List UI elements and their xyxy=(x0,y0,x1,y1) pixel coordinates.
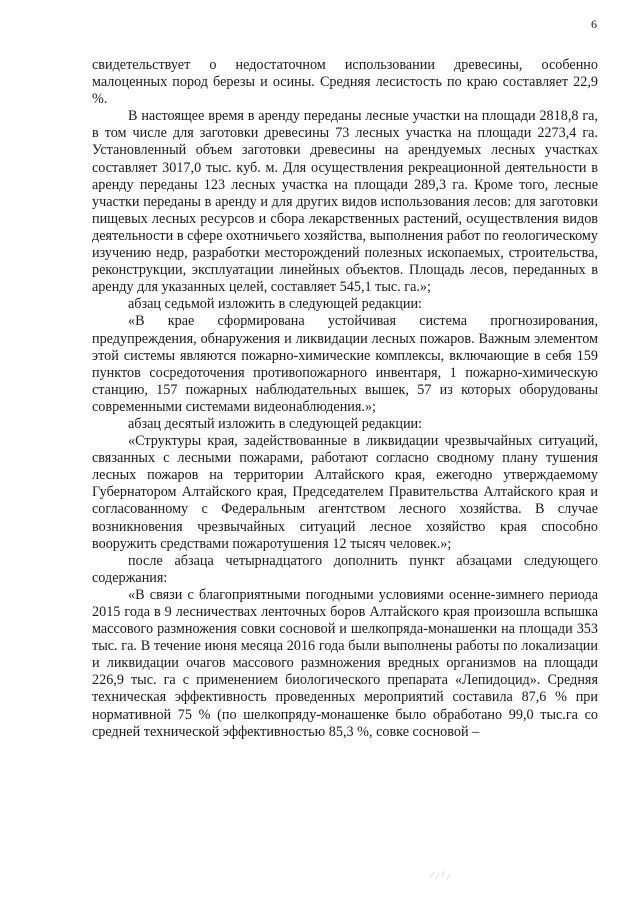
paragraph-instruction-abzac-7: абзац седьмой изложить в следующей редакции: xyxy=(128,296,423,313)
paragraph-lesistost: свидетельствует о недостаточном использовании древесины, особенно малоценных пород березы и осины. Средняя лесистость по краю составляет 22,9 %. xyxy=(92,57,598,108)
paragraph-arenda: В настоящее время в аренду переданы лесные участки на площади 2818,8 га, в том числе для заготовки древесины 73 лесных участка на площади 2273,4 га. Установленный объем заготовки древесины на арендуемых лесных участках составляет 3017,0 тыс. куб. м. Для осуществления рекреационной деятельности в аренду переданы 123 лесных участка на площади 289,3 га. Кроме того, лесные участки переданы в аренду и для других видов использования лесов: для заготовки пищевых лесных ресурсов и сбора лекарственных растений, осуществления видов деятельности в сфере охотничьего хозяйства, выполнения работ по геологическому изучению недр, разработки месторождений полезных ископаемых, строительства, реконструкции, эксплуатации линейных объектов. Площадь лесов, переданных в аренду для указанных целей, составляет 545,1 тыс. га.»; xyxy=(92,108,598,296)
paragraph-pozharnaya-sistema: «В крае сформирована устойчивая система прогнозирования, предупреждения, обнаружения и ликвидации лесных пожаров. Важным элементом этой системы являются пожарно-химические комплексы, включающие в себя 159 пунктов сосредоточения противопожарного инвентаря, 1 пожарно-химическую станцию, 157 пожарных наблюдательных вышек, 57 из которых оборудованы современными системами видеонаблюдения.»; xyxy=(92,313,598,415)
page-number: 6 xyxy=(591,17,597,31)
paragraph-vspyshka-vreditelej: «В связи с благоприятными погодными условиями осенне-зимнего периода 2015 года в 9 лесничествах ленточных боров Алтайского края произошла вспышка массового размножения совки сосновой и шелкопряда-монашенки на площади 353 тыс. га. В течение июня месяца 2016 года были выполнены работы по локализации и ликвидации очагов массового размножения вредных организмов на площади 226,9 тыс. га с применением биологического препарата «Лепидоцид». Средняя техническая эффективность проведенных мероприятий составила 87,6 % при нормативной 75 % (по шелкопряду-монашенке было обработано 99,0 тыс.га со средней технической эффективностью 85,3 %, совке сосновой – xyxy=(92,586,598,740)
paragraph-instruction-abzac-14: после абзаца четырнадцатого дополнить пункт абзацами следующего содержания: xyxy=(92,552,598,586)
paragraph-instruction-abzac-10: абзац десятый изложить в следующей редакции: xyxy=(128,415,423,432)
document-body xyxy=(92,57,598,741)
scan-smudge-mark xyxy=(428,868,456,882)
paragraph-struktury-kraya: «Структуры края, задействованные в ликвидации чрезвычайных ситуаций, связанных с лесными пожарами, работают согласно сводному плану тушения лесных пожаров на территории Алтайского края, ежегодно утверждаемому Губернатором Алтайского края, Председателем Правительства Алтайского края и согласованному с Федеральным агентством лесного хозяйства. В случае возникновения чрезвычайных ситуаций лесное хозяйство края способно вооружить средствами пожаротушения 12 тысяч человек.»; xyxy=(92,433,598,552)
